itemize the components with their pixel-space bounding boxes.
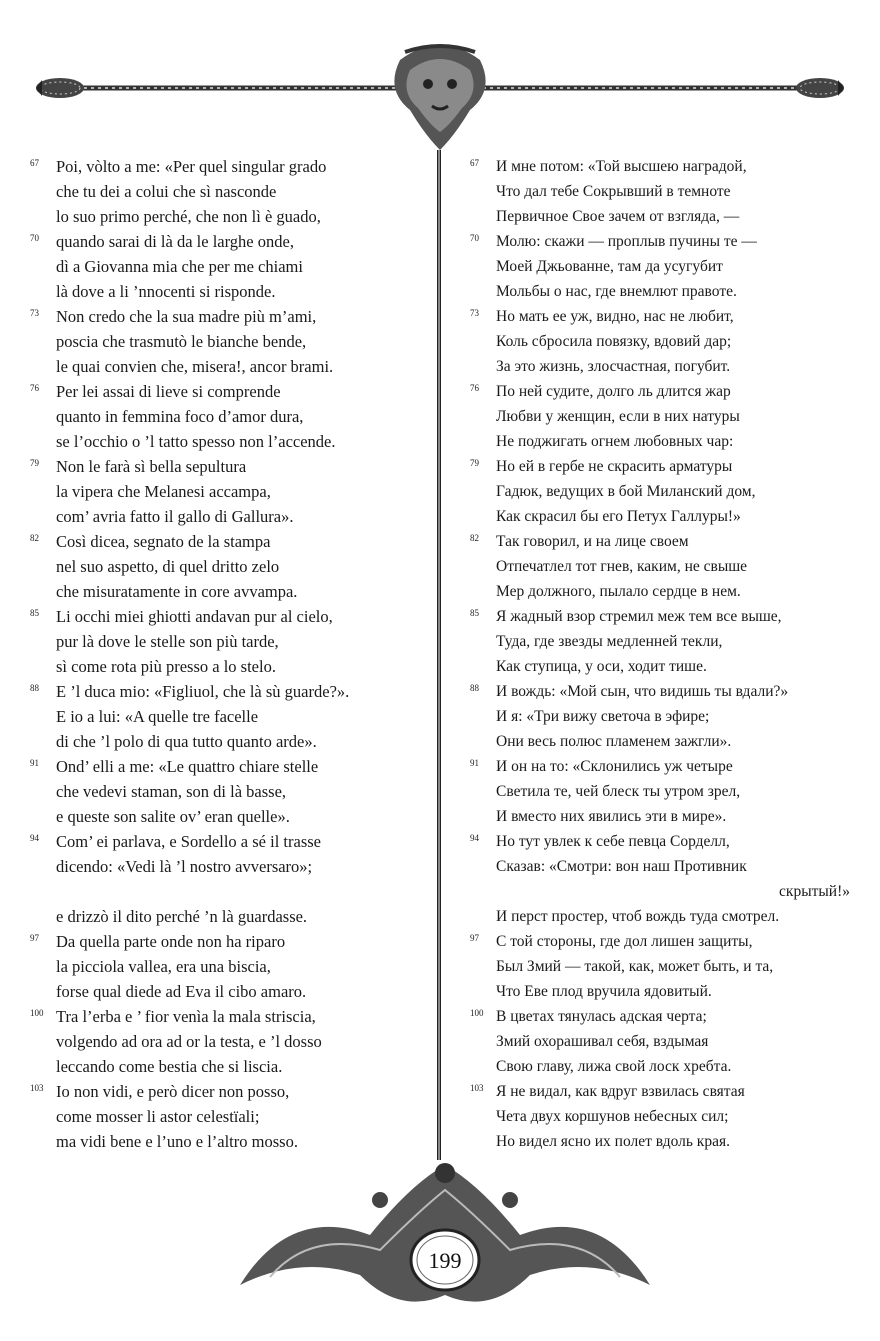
verse-line: che tu dei a colui che sì nasconde	[56, 182, 277, 201]
verse-line: Змий охорашивал себя, вздымая	[496, 1033, 709, 1050]
verse-line: Da quella parte onde non ha riparo	[56, 932, 286, 951]
verse-number: 67	[470, 158, 479, 168]
verse-number: 76	[470, 383, 479, 393]
verse-line: E ’l duca mio: «Figliuol, che là sù guarde?».	[56, 682, 350, 701]
verse-line: Не поджигать огнем любовных чар:	[496, 433, 734, 450]
right-tassel-ornament	[796, 78, 844, 98]
verse-number: 100	[470, 1008, 484, 1018]
verse-line: За это жизнь, злосчастная, погубит.	[496, 358, 731, 375]
verse-line: poscia che trasmutò le bianche bende,	[56, 332, 307, 351]
verse-line: Молю: скажи — проплыв пучины те —	[496, 233, 757, 250]
verse-line: Io non vidi, e però dicer non posso,	[56, 1082, 290, 1101]
verse-number: 103	[30, 1083, 44, 1093]
verse-line: che vedevi staman, son di là basse,	[56, 782, 287, 801]
verse-line: Non le farà sì bella sepultura	[56, 457, 247, 476]
verse-line: forse qual diede ad Eva il cibo amaro.	[56, 982, 307, 1001]
verse-number: 91	[470, 758, 479, 768]
verse-number: 94	[30, 833, 39, 843]
verse-number: 70	[470, 233, 479, 243]
verse-line: С той стороны, где дол лишен защиты,	[496, 933, 753, 950]
tercet	[470, 754, 850, 829]
russian-column	[470, 154, 850, 1154]
verse-line: dì a Giovanna mia che per me chiami	[56, 257, 303, 276]
verse-line: quanto in femmina foco d’amor dura,	[56, 407, 304, 426]
verse-line: Они весь полюс пламенем зажгли».	[496, 733, 732, 750]
verse-number: 76	[30, 383, 39, 393]
italian-column	[30, 154, 430, 1154]
verse-line: И перст простер, чтоб вождь туда смотрел.	[496, 908, 780, 925]
tercet	[470, 929, 850, 1004]
verse-line: Моей Джьованне, там да усугубит	[496, 258, 723, 275]
verse-line: Так говорил, и на лице своем	[496, 533, 689, 550]
tercet	[30, 154, 430, 229]
tercet	[30, 379, 430, 454]
verse-line: Гадюк, ведущих в бой Миланский дом,	[496, 483, 756, 500]
verse-number: 103	[470, 1083, 484, 1093]
tercet	[30, 529, 430, 604]
verse-number: 67	[30, 158, 39, 168]
tercet	[470, 1079, 850, 1154]
verse-line: quando sarai di là da le larghe onde,	[56, 232, 294, 251]
verse-line: Così dicea, segnato de la stampa	[56, 532, 271, 551]
verse-line: là dove a li ’nnocenti si risponde.	[56, 282, 276, 301]
tercet	[30, 454, 430, 529]
verse-line: Ond’ elli a me: «Le quattro chiare stelle	[56, 757, 319, 776]
verse-line: Poi, vòlto a me: «Per quel singular grado	[56, 157, 327, 176]
verse-line: И вождь: «Мой сын, что видишь ты вдали?»	[496, 683, 789, 700]
lion-mask-ornament	[394, 45, 485, 150]
verse-line: lo suo primo perché, che non lì è guado,	[56, 207, 321, 226]
verse-line: Коль сбросила повязку, вдовий дар;	[496, 333, 732, 350]
tercet	[470, 829, 850, 879]
verse-line: И мне потом: «Той высшею наградой,	[496, 158, 747, 175]
verse-line-continuation: скрытый!»	[779, 883, 850, 900]
tercet	[30, 879, 430, 929]
verse-line: la picciola vallea, era una biscia,	[56, 957, 271, 976]
verse-number: 82	[470, 533, 479, 543]
verse-line: Мер должного, пылало сердце в нем.	[496, 583, 741, 600]
verse-line: la vipera che Melanesi accampa,	[56, 482, 271, 501]
verse-line: dicendo: «Vedi là ’l nostro avversaro»;	[56, 857, 313, 876]
tercet	[470, 229, 850, 304]
tercet	[470, 304, 850, 379]
verse-number: 70	[30, 233, 39, 243]
verse-line: le quai convien che, misera!, ancor brami.	[56, 357, 334, 376]
verse-line: e queste son salite ov’ eran quelle».	[56, 807, 290, 826]
tercet	[30, 929, 430, 1004]
verse-line: se l’occhio o ’l tatto spesso non l’accende.	[56, 432, 336, 451]
verse-line: Но видел ясно их полет вдоль края.	[496, 1133, 730, 1150]
column-divider	[437, 150, 441, 1160]
header-ornament	[0, 0, 880, 160]
tercet	[30, 829, 430, 879]
tercet	[30, 1079, 430, 1154]
verse-line: Tra l’erba e ’ fior venìa la mala striscia,	[56, 1007, 316, 1026]
verse-line: pur là dove le stelle son più tarde,	[56, 632, 279, 651]
tercet	[470, 379, 850, 454]
tercet	[30, 754, 430, 829]
tercet	[470, 604, 850, 679]
tercet	[470, 1004, 850, 1079]
verse-line: И он на то: «Склонились уж четыре	[496, 758, 733, 775]
tercet	[470, 679, 850, 754]
verse-line: come mosser li astor celestïali;	[56, 1107, 260, 1126]
verse-number: 88	[30, 683, 39, 693]
verse-number: 100	[30, 1008, 44, 1018]
verse-line: Я жадный взор стремил меж тем все выше,	[496, 608, 782, 625]
tercet	[30, 1004, 430, 1079]
verse-line: Но ей в гербе не скрасить арматуры	[496, 458, 733, 475]
verse-number: 85	[30, 608, 39, 618]
verse-line: Как ступица, у оси, ходит тише.	[496, 658, 707, 675]
verse-line: Чета двух коршунов небесных сил;	[496, 1108, 729, 1125]
verse-line: Свою главу, лижа свой лоск хребта.	[496, 1058, 732, 1075]
tercet	[30, 604, 430, 679]
verse-number: 85	[470, 608, 479, 618]
verse-number: 79	[470, 458, 479, 468]
tercet	[470, 454, 850, 529]
verse-line: Но мать ее уж, видно, нас не любит,	[496, 308, 734, 325]
verse-line: com’ avria fatto il gallo di Gallura».	[56, 507, 294, 526]
verse-line: ma vidi bene e l’uno e l’altro mosso.	[56, 1132, 298, 1151]
verse-number: 73	[470, 308, 479, 318]
verse-line: И вместо них явились эти в мире».	[496, 808, 727, 825]
verse-line: leccando come bestia che si liscia.	[56, 1057, 283, 1076]
verse-line: nel suo aspetto, di quel dritto zelo	[56, 557, 280, 576]
verse-line: Что дал тебе Сокрывший в темноте	[496, 183, 731, 200]
verse-line: В цветах тянулась адская черта;	[496, 1008, 707, 1025]
verse-line: Non credo che la sua madre più m’ami,	[56, 307, 317, 326]
tercet	[30, 229, 430, 304]
verse-line: di che ’l polo di qua tutto quanto arde».	[56, 732, 317, 751]
verse-line: Я не видал, как вдруг взвилась святая	[496, 1083, 745, 1100]
verse-number: 97	[30, 933, 39, 943]
verse-line: И я: «Три вижу светоча в эфире;	[496, 708, 710, 725]
verse-line: Com’ ei parlava, e Sordello a sé il trasse	[56, 832, 321, 851]
tercet	[470, 879, 850, 929]
verse-line: Был Змий — такой, как, может быть, и та,	[496, 958, 774, 975]
verse-line: Per lei assai di lieve si comprende	[56, 382, 281, 401]
verse-number: 79	[30, 458, 39, 468]
verse-line: По ней судите, долго ль длится жар	[496, 383, 731, 400]
tercet	[30, 679, 430, 754]
verse-line: volgendo ad ora ad or la testa, e ’l dosso	[56, 1032, 322, 1051]
page-number: 199	[428, 1248, 462, 1273]
verse-line: Первичное Свое зачем от взгляда, —	[496, 208, 740, 225]
verse-line: Отпечатлел тот гнев, каким, не свыше	[496, 558, 748, 575]
verse-number: 88	[470, 683, 479, 693]
verse-line: Li occhi miei ghiotti andavan pur al cielo,	[56, 607, 333, 626]
verse-number: 94	[470, 833, 479, 843]
footer-ornament	[230, 1145, 660, 1335]
verse-number: 73	[30, 308, 39, 318]
verse-number: 82	[30, 533, 39, 543]
verse-line: sì come rota più presso a lo stelo.	[56, 657, 276, 676]
verse-line: Как скрасил бы его Петух Галлуры!»	[496, 508, 741, 525]
verse-line: e drizzò il dito perché ’n là guardasse.	[56, 907, 308, 926]
page-number-cartouche	[411, 1230, 479, 1290]
verse-line: Мольбы о нас, где внемлют правоте.	[496, 283, 737, 300]
verse-line: che misuratamente in core avvampa.	[56, 582, 298, 601]
verse-number: 91	[30, 758, 39, 768]
verse-line: E io a lui: «A quelle tre facelle	[56, 707, 259, 726]
tercet	[470, 529, 850, 604]
tercet	[30, 304, 430, 379]
verse-line: Но тут увлек к себе певца Сорделл,	[496, 833, 730, 850]
verse-line: Что Еве плод вручила ядовитый.	[496, 983, 712, 1000]
verse-line: Любви у женщин, если в них натуры	[496, 408, 740, 425]
verse-line: Светила те, чей блеск ты утром зрел,	[496, 783, 741, 800]
verse-line: Туда, где звезды медленней текли,	[496, 633, 723, 650]
verse-number: 97	[470, 933, 479, 943]
left-tassel-ornament	[36, 78, 84, 98]
tercet	[470, 154, 850, 229]
verse-line: Сказав: «Смотри: вон наш Противник	[496, 858, 747, 875]
